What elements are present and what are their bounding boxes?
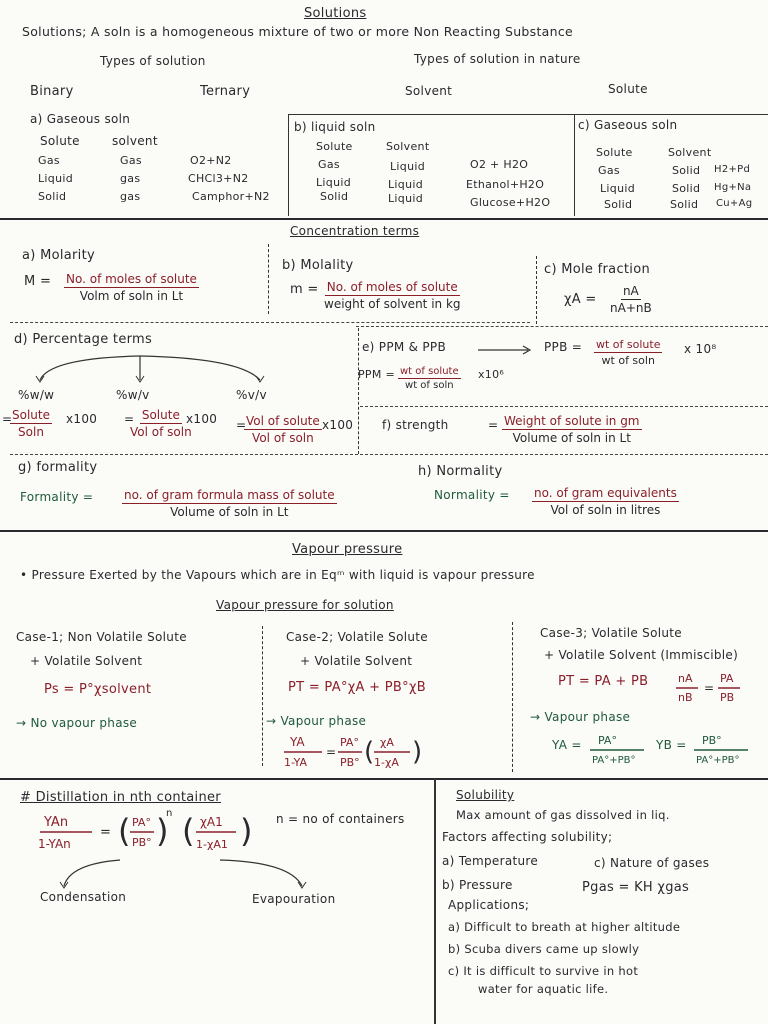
- divider: [10, 322, 530, 323]
- svg-text:YA: YA: [290, 735, 305, 749]
- wv-fraction: [130, 408, 192, 439]
- strength-fraction: [502, 414, 642, 445]
- svg-text:PA°: PA°: [598, 734, 617, 747]
- svg-text:=: =: [100, 825, 111, 840]
- formality-fraction: [122, 488, 337, 519]
- gaseous-r1-example: CHCl3+N2: [188, 172, 249, 185]
- case3-l1: Case-3; Volatile Solute: [540, 626, 682, 640]
- gaseous-r2-solute: Solid: [38, 190, 67, 203]
- section-divider: [0, 778, 768, 780]
- gaseous-r1-solute: Liquid: [38, 172, 73, 185]
- strength-label: f) strength: [382, 418, 449, 432]
- divider: [288, 114, 289, 216]
- solubility-definition: Max amount of gas dissolved in liq.: [456, 808, 670, 822]
- evaporation-label: Evapouration: [252, 892, 336, 906]
- molality-den: weight of solvent in kg: [324, 297, 461, 311]
- case3-yb-graphic: [692, 730, 752, 770]
- gaseous-title: a) Gaseous soln: [30, 112, 131, 126]
- liquid-h-solvent: Solvent: [386, 140, 430, 153]
- svg-text:): ): [412, 737, 423, 767]
- liquid-r2-solute: Solid: [320, 190, 349, 203]
- ww-num: Solute: [12, 408, 50, 422]
- solid-r2-solute: Solid: [604, 198, 633, 211]
- svg-text:nA: nA: [678, 672, 693, 685]
- case3-eqa: YA =: [552, 738, 582, 752]
- molarity-num: No. of moles of solute: [66, 272, 197, 286]
- section-divider: [0, 218, 768, 220]
- distillation-title: # Distillation in nth container: [20, 790, 221, 805]
- strength-den: Volume of soln in Lt: [512, 431, 631, 445]
- case2-eq: PT = PA°χA + PB°χB: [288, 680, 426, 695]
- arrow-right-icon: [478, 346, 534, 354]
- factor-a: a) Temperature: [442, 854, 539, 868]
- normality-lhs: Normality =: [434, 488, 510, 502]
- strength-num: Weight of solute in gm: [504, 414, 640, 428]
- ternary-label: Ternary: [200, 84, 251, 99]
- vv-den: Vol of soln: [252, 431, 314, 445]
- vv-mult: x100: [322, 418, 354, 432]
- liquid-r1-solute: Liquid: [316, 176, 351, 189]
- vv-eq: =: [236, 418, 247, 432]
- solid-r0-example: H2+Pd: [714, 164, 751, 175]
- divider: [10, 454, 768, 455]
- case2-l1: Case-2; Volatile Solute: [286, 630, 428, 644]
- mole-fraction-den: nA+nB: [610, 301, 652, 315]
- liquid-title: b) liquid soln: [294, 120, 376, 134]
- svg-text:PA°+PB°: PA°+PB°: [592, 755, 636, 766]
- application-b: b) Scuba divers came up slowly: [448, 942, 640, 956]
- svg-text:PB: PB: [720, 691, 735, 704]
- ppm-label: e) PPM & PPB: [362, 340, 446, 354]
- solid-h-solvent: Solvent: [668, 146, 712, 159]
- divider: [262, 626, 263, 766]
- normality-den: Vol of soln in litres: [550, 503, 661, 517]
- svg-text:(: (: [364, 737, 375, 767]
- svg-text:χA1: χA1: [200, 815, 223, 829]
- solid-r2-solvent: Solid: [670, 198, 699, 211]
- henry-law: Pgas = KH χgas: [582, 880, 690, 895]
- svg-text:PB°: PB°: [132, 836, 152, 849]
- solid-title: c) Gaseous soln: [578, 118, 678, 132]
- vapour-title: Vapour pressure: [292, 542, 403, 557]
- wv-den: Vol of soln: [130, 425, 192, 439]
- case3-l2: + Volatile Solvent (Immiscible): [544, 648, 739, 662]
- gaseous-h-solute: Solute: [40, 134, 80, 148]
- vv-label: %v/v: [236, 388, 267, 402]
- gaseous-r0-solute: Gas: [38, 154, 60, 167]
- types-heading: Types of solution: [100, 54, 206, 68]
- ww-den: Soln: [18, 425, 44, 439]
- liquid-r1-solvent: Liquid: [388, 178, 423, 191]
- molality-fraction: [324, 280, 461, 311]
- vv-fraction: [244, 414, 322, 445]
- ww-fraction: [10, 408, 52, 439]
- ppm-lhs: PPM =: [358, 368, 395, 381]
- divider: [512, 622, 513, 772]
- formality-num: no. of gram formula mass of solute: [124, 488, 335, 502]
- molarity-lhs: M =: [24, 274, 52, 289]
- application-c-cont: water for aquatic life.: [478, 982, 609, 996]
- solutions-title: Solutions: [304, 6, 367, 21]
- mole-fraction-label: c) Mole fraction: [544, 262, 651, 277]
- solutions-definition: Solutions; A soln is a homogeneous mixture of two or more Non Reacting Substance: [22, 24, 574, 39]
- svg-text:1-YA: 1-YA: [284, 756, 308, 769]
- formality-label: g) formality: [18, 460, 98, 475]
- mole-fraction-lhs: χA =: [564, 292, 597, 307]
- molarity-den: Volm of soln in Lt: [79, 289, 184, 303]
- divider: [574, 114, 768, 115]
- applications-label: Applications;: [448, 898, 530, 912]
- wv-label: %w/v: [116, 388, 150, 402]
- case3-eq: PT = PA + PB: [558, 674, 649, 689]
- svg-text:=: =: [326, 745, 337, 759]
- ww-eq: =: [2, 412, 13, 426]
- types-nature-heading: Types of solution in nature: [414, 52, 581, 66]
- svg-text:PA°: PA°: [132, 816, 151, 829]
- liquid-r0-example: O2 + H2O: [470, 158, 529, 171]
- ppb-fraction: [594, 338, 662, 367]
- solubility-title: Solubility: [456, 788, 515, 802]
- svg-text:PB°: PB°: [340, 756, 360, 769]
- gaseous-r2-solvent: gas: [120, 190, 141, 203]
- application-a: a) Difficult to breath at higher altitude: [448, 920, 681, 934]
- distillation-equation-graphic: [36, 806, 286, 858]
- solvent-heading: Solvent: [405, 84, 453, 98]
- distillation-arrows: [50, 856, 330, 894]
- molality-label: b) Molality: [282, 258, 354, 273]
- wv-eq: =: [124, 412, 135, 426]
- case1-eq: Ps = P°χsolvent: [44, 682, 152, 697]
- ppb-den: wt of soln: [601, 354, 655, 367]
- solid-r0-solute: Gas: [598, 164, 620, 177]
- svg-text:): ): [156, 812, 169, 850]
- liquid-r2-solvent: Liquid: [388, 192, 423, 205]
- solid-r1-example: Hg+Na: [714, 182, 752, 193]
- svg-text:1-χA1: 1-χA1: [196, 838, 228, 851]
- mole-fraction-num: nA: [622, 284, 639, 298]
- factor-b: b) Pressure: [442, 878, 513, 892]
- liquid-r2-example: Glucose+H2O: [470, 196, 551, 209]
- gaseous-r0-solvent: Gas: [120, 154, 142, 167]
- vapour-definition: • Pressure Exerted by the Vapours which are in Eqᵐ with liquid is vapour pressure: [20, 568, 535, 582]
- case3-eqb: YB =: [656, 738, 687, 752]
- factor-c: c) Nature of gases: [594, 856, 710, 870]
- svg-text:PB°: PB°: [702, 734, 722, 747]
- case2-l2: + Volatile Solvent: [300, 654, 413, 668]
- svg-text:PA: PA: [720, 672, 734, 685]
- solid-r2-example: Cu+Ag: [716, 198, 753, 209]
- formality-lhs: Formality =: [20, 490, 94, 504]
- molality-lhs: m =: [290, 282, 319, 297]
- svg-text:nB: nB: [678, 691, 693, 704]
- solid-r1-solute: Liquid: [600, 182, 635, 195]
- solute-heading: Solute: [608, 82, 648, 96]
- ppm-num: wt of solute: [400, 366, 459, 377]
- svg-text:(: (: [118, 812, 131, 850]
- svg-text:(: (: [182, 812, 195, 850]
- gaseous-h-solvent: solvent: [112, 134, 158, 148]
- svg-text:PA°+PB°: PA°+PB°: [696, 755, 740, 766]
- normality-num: no. of gram equivalents: [534, 486, 677, 500]
- solubility-factors: Factors affecting solubility;: [442, 830, 613, 844]
- section-divider: [0, 530, 768, 532]
- case2-note: → Vapour phase: [266, 714, 367, 728]
- application-c: c) It is difficult to survive in hot: [448, 964, 639, 978]
- formality-den: Volume of soln in Lt: [170, 505, 289, 519]
- percentage-branch-arrows: [10, 350, 290, 390]
- molality-num: No. of moles of solute: [326, 280, 458, 294]
- mole-fraction-fraction: [610, 284, 652, 315]
- distillation-note: n = no of containers: [276, 812, 405, 826]
- concentration-title: Concentration terms: [290, 224, 420, 238]
- liquid-r1-example: Ethanol+H2O: [466, 178, 545, 191]
- ppb-num: wt of solute: [596, 338, 661, 351]
- ww-label: %w/w: [18, 388, 55, 402]
- gaseous-r1-solvent: gas: [120, 172, 141, 185]
- liquid-r0-solute: Gas: [318, 158, 340, 171]
- svg-text:χA: χA: [380, 736, 394, 749]
- molarity-label: a) Molarity: [22, 248, 95, 263]
- svg-text:n: n: [166, 808, 173, 819]
- strength-lhs: =: [488, 418, 499, 432]
- percentage-label: d) Percentage terms: [14, 332, 153, 347]
- solid-r0-solvent: Solid: [672, 164, 701, 177]
- normality-label: h) Normality: [418, 464, 503, 479]
- ppb-mult: x 10⁸: [684, 342, 717, 356]
- case3-ya-graphic: [588, 730, 648, 770]
- svg-text:YAn: YAn: [44, 815, 69, 830]
- case3-note: → Vapour phase: [530, 710, 631, 724]
- case1-note: → No vapour phase: [16, 716, 138, 730]
- divider: [268, 244, 269, 314]
- molarity-fraction: [64, 272, 199, 303]
- liquid-r0-solvent: Liquid: [390, 160, 425, 173]
- svg-text:PA°: PA°: [340, 736, 359, 749]
- svg-text:=: =: [704, 681, 715, 695]
- divider: [536, 256, 537, 324]
- svg-text:1-χA: 1-χA: [374, 756, 399, 769]
- divider: [288, 114, 574, 115]
- binary-label: Binary: [30, 84, 74, 99]
- svg-text:): ): [240, 812, 253, 850]
- case1-l1: Case-1; Non Volatile Solute: [16, 630, 187, 644]
- divider: [356, 326, 768, 327]
- divider: [434, 778, 436, 1024]
- wv-mult: x100: [186, 412, 218, 426]
- svg-text:1-YAn: 1-YAn: [38, 837, 71, 851]
- normality-fraction: [532, 486, 679, 517]
- gaseous-r0-example: O2+N2: [190, 154, 232, 167]
- solid-h-solute: Solute: [596, 146, 633, 159]
- vv-num: Vol of solute: [246, 414, 320, 428]
- vapour-subtitle: Vapour pressure for solution: [216, 598, 394, 612]
- wv-num: Solute: [141, 408, 180, 422]
- ppb-lhs: PPB =: [544, 340, 583, 354]
- case2-equation-graphic: [282, 732, 432, 778]
- solid-r1-solvent: Solid: [672, 182, 701, 195]
- divider: [360, 406, 768, 407]
- case1-l2: + Volatile Solvent: [30, 654, 143, 668]
- liquid-h-solute: Solute: [316, 140, 353, 153]
- case3-ratio-graphic: [674, 668, 754, 708]
- ppm-mult: x10⁶: [478, 368, 505, 381]
- condensation-label: Condensation: [40, 890, 127, 904]
- gaseous-r2-example: Camphor+N2: [192, 190, 270, 203]
- ppm-den: wt of soln: [405, 380, 454, 391]
- divider: [358, 328, 359, 454]
- ww-mult: x100: [66, 412, 98, 426]
- divider: [574, 114, 575, 216]
- ppm-fraction: [398, 366, 461, 391]
